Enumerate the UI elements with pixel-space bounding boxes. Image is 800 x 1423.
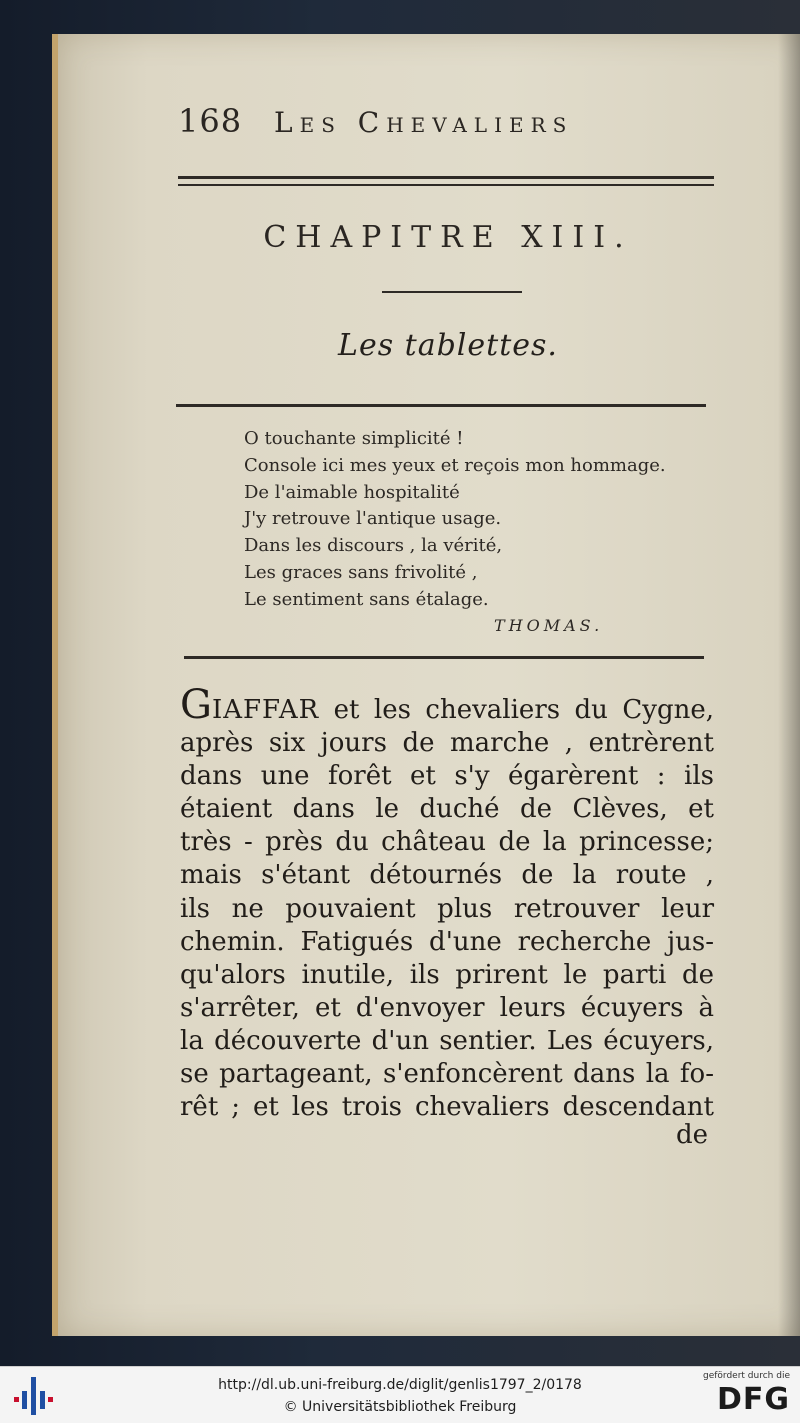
header-rule-top	[178, 176, 714, 179]
body-line: qu'alors inutile, ils prirent le parti de	[180, 959, 714, 990]
copyright-notice: © Universitätsbibliothek Freiburg	[283, 1399, 517, 1415]
poem-line: J'y retrouve l'antique usage.	[244, 508, 502, 530]
catchword: de	[676, 1120, 709, 1150]
body-line: se partageant, s'enfoncèrent dans la fo-	[180, 1059, 714, 1090]
page-number: 168	[178, 102, 243, 140]
epigraph-rule-top	[176, 404, 706, 407]
dropcap-initial: G	[180, 682, 212, 728]
body-line: dans une forêt et s'y égarèrent : ils	[180, 761, 714, 792]
section-title: Les tablettes.	[338, 328, 558, 363]
body-line: et les chevaliers du Cygne,	[319, 695, 714, 725]
poem-line: Les graces sans frivolité ,	[244, 561, 478, 583]
chapter-short-rule	[382, 291, 522, 293]
poem-line: De l'aimable hospitalité	[244, 481, 460, 503]
body-text	[180, 682, 714, 1124]
funding-label: gefördert durch die	[703, 1371, 790, 1381]
body-line: s'arrêter, et d'envoyer leurs écuyers à	[180, 992, 714, 1023]
body-line-first	[180, 682, 714, 728]
body-line: rêt ; et les trois chevaliers descendant	[180, 1092, 714, 1123]
body-line: très - près du château de la princesse;	[180, 827, 714, 858]
body-line: mais s'étant détournés de la route ,	[180, 860, 714, 891]
page-edge-shadow	[778, 34, 800, 1336]
epigraph-author: THOMAS.	[494, 616, 604, 635]
viewer-footer	[0, 1366, 800, 1423]
body-line: après six jours de marche , entrèrent	[180, 728, 714, 759]
poem-line: Dans les discours , la vérité,	[244, 535, 503, 557]
poem-line: Le sentiment sans étalage.	[244, 588, 489, 610]
poem-line: O touchante simplicité !	[244, 428, 464, 449]
poem-line: Console ici mes yeux et reçois mon hommage.	[244, 454, 666, 476]
dfg-logo: DFG	[716, 1382, 790, 1417]
first-word: IAFFAR	[211, 695, 320, 725]
chapter-title: CHAPITRE XIII.	[263, 220, 633, 255]
permalink-url[interactable]: http://dl.ub.uni-freiburg.de/diglit/genlis1797_2/0178	[218, 1377, 582, 1393]
body-line: la découverte d'un sentier. Les écuyers,	[180, 1025, 714, 1056]
running-title: Les Chevaliers	[274, 106, 574, 139]
epigraph-rule-bottom	[184, 656, 704, 659]
epigraph-poem	[244, 426, 714, 614]
page-header	[178, 102, 718, 142]
header-rule-bottom	[178, 184, 714, 186]
body-line: chemin. Fatigués d'une recherche jus-	[180, 926, 714, 957]
body-line: étaient dans le duché de Clèves, et	[180, 794, 714, 825]
dfg-funding-block[interactable]	[698, 1371, 790, 1419]
body-line: ils ne pouvaient plus retrouver leur	[180, 893, 714, 924]
